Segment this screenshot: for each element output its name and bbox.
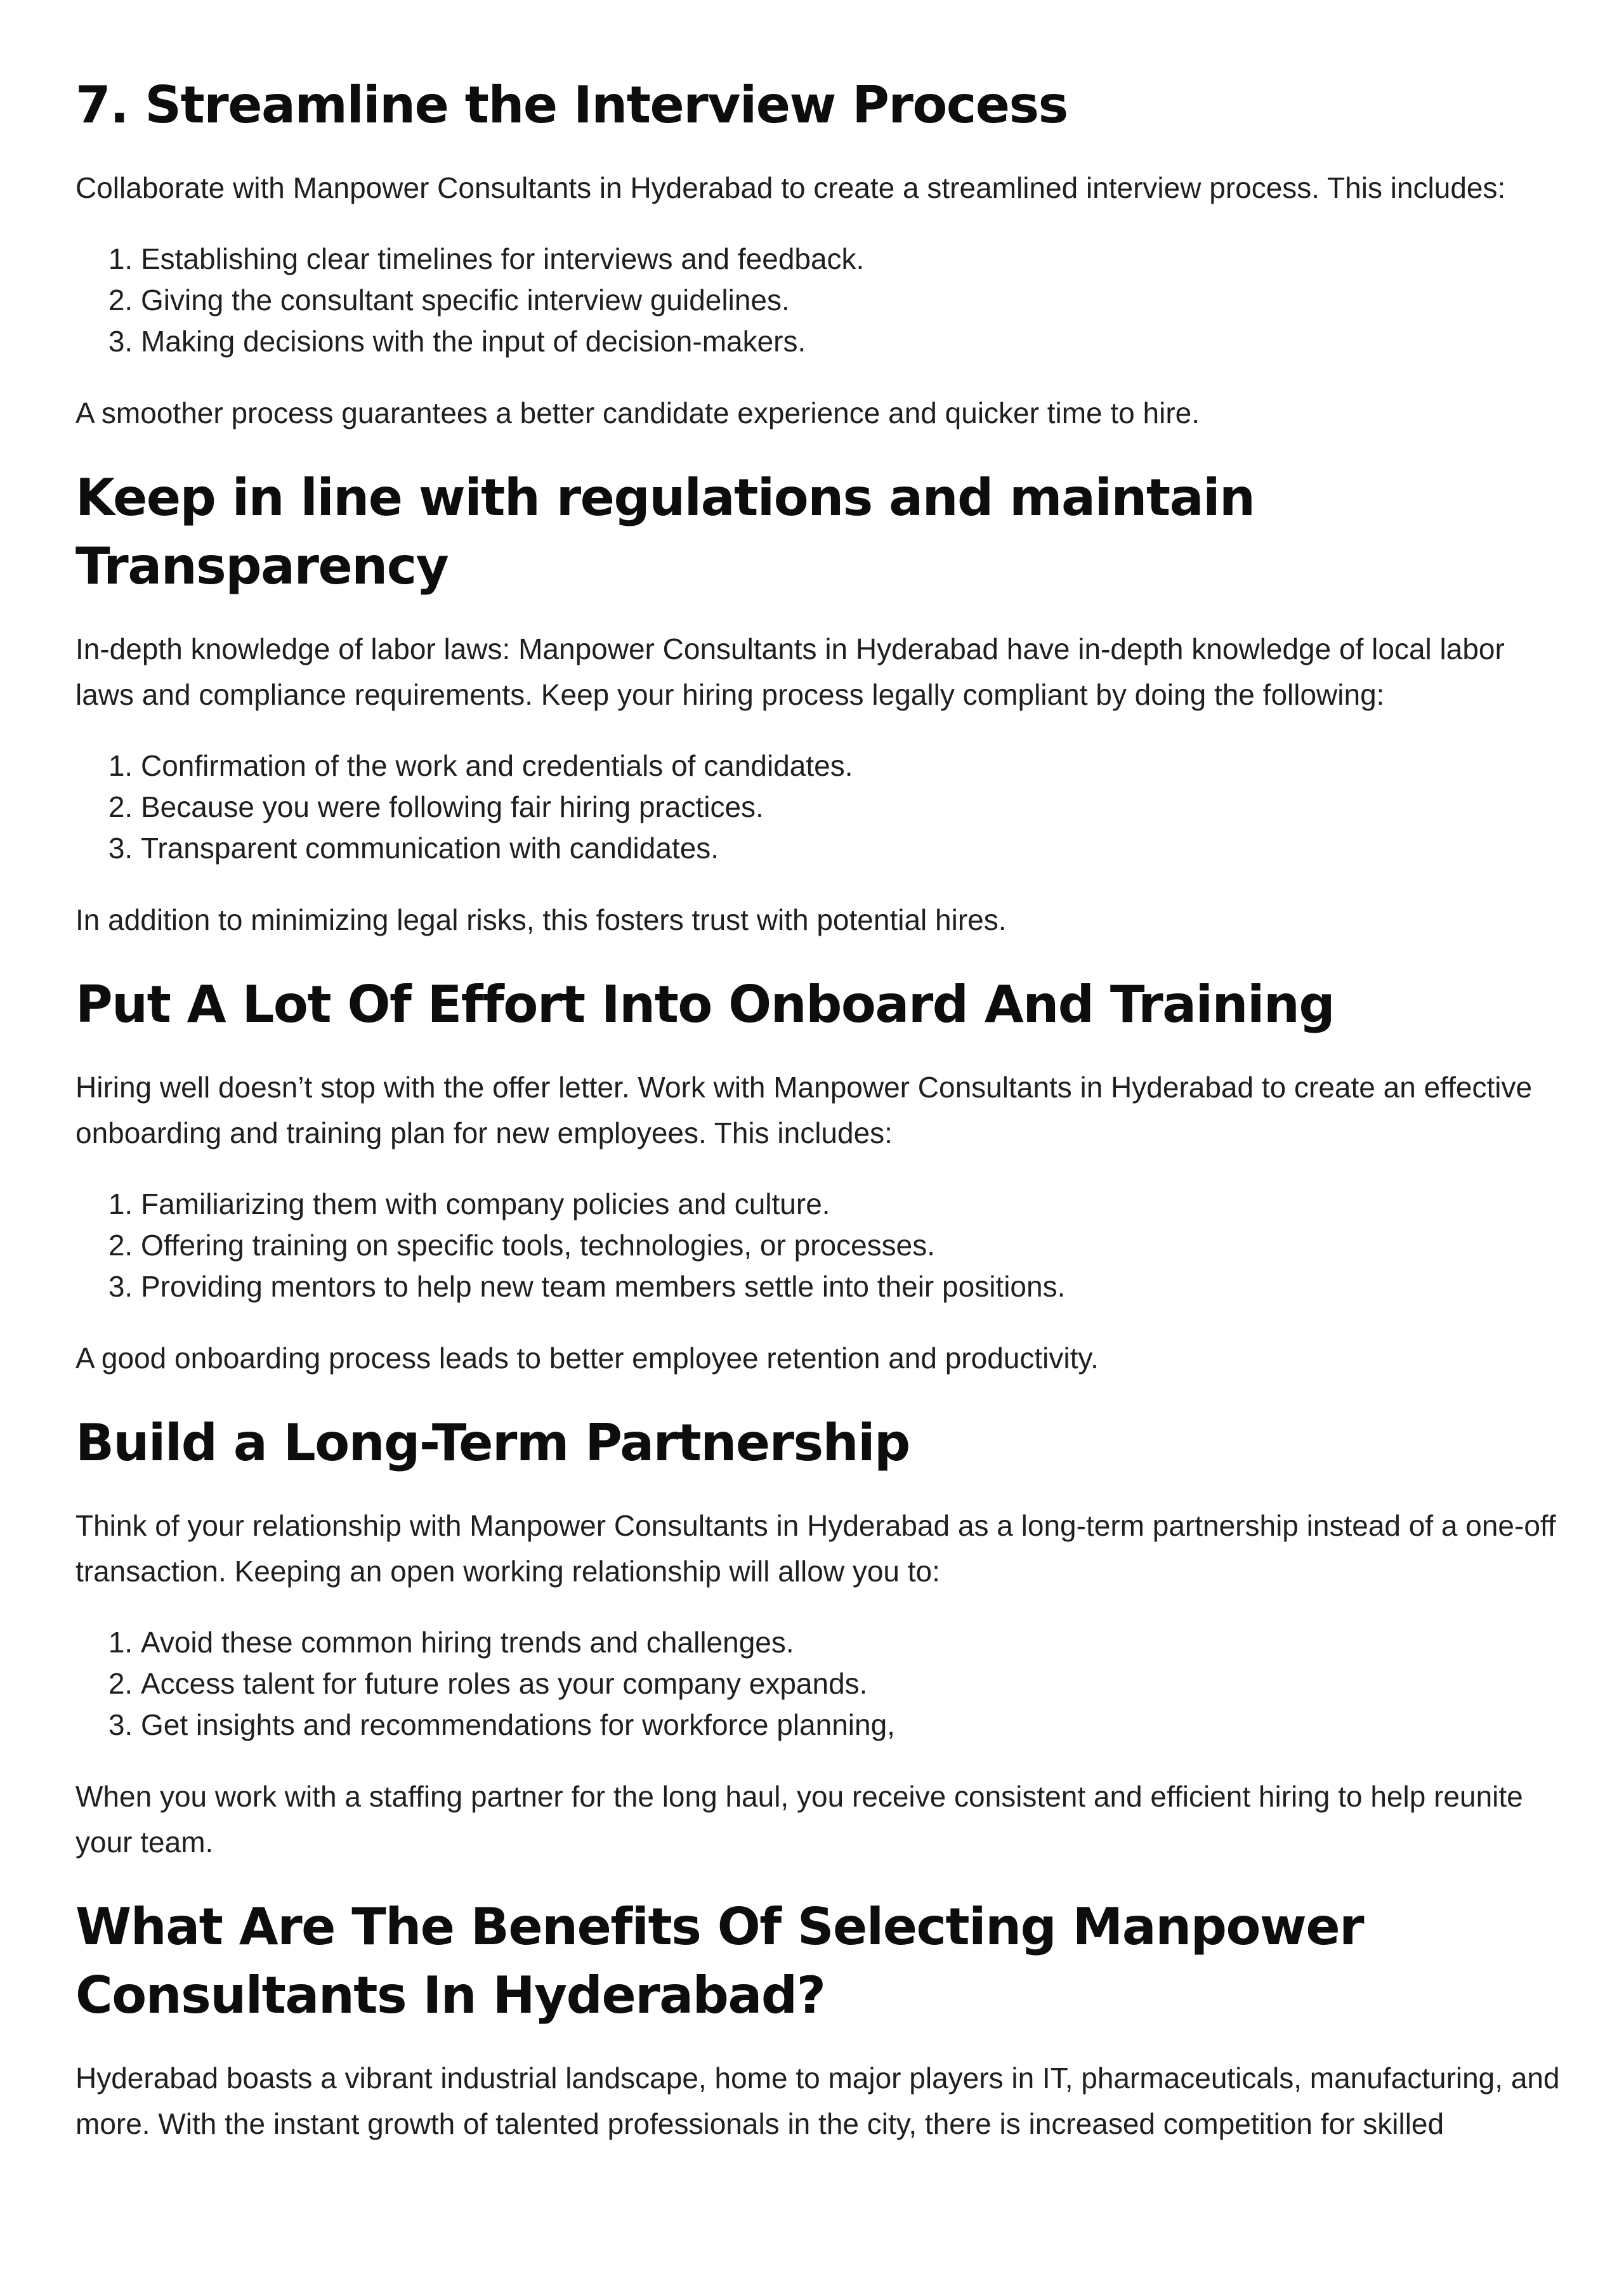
- section-streamline-interview: [75, 71, 1560, 436]
- section-onboard-training: [75, 971, 1560, 1381]
- section-intro: Think of your relationship with Manpower Consultants in Hyderabad as a long-term partnership instead of a one-off transaction. Keeping an open working relationship will allow you to:: [75, 1509, 1556, 1588]
- section-long-term-partnership: [75, 1409, 1560, 1865]
- section-heading: 7. Streamline the Interview Process: [75, 75, 1068, 134]
- document-page: [75, 71, 1560, 2174]
- section-outro: A good onboarding process leads to better employee retention and productivity.: [75, 1342, 1099, 1375]
- section-intro: Collaborate with Manpower Consultants in Hyderabad to create a streamlined interview process. This includes:: [75, 171, 1506, 204]
- list-item: 3. Transparent communication with candidates.: [141, 828, 1560, 869]
- section-outro: When you work with a staffing partner for the long haul, you receive consistent and efficient hiring to help reunite your team.: [75, 1780, 1523, 1859]
- section-intro: In-depth knowledge of labor laws: Manpower Consultants in Hyderabad have in-depth knowledge of local labor laws and compliance requirements. Keep your hiring process legally compliant by doing the following:: [75, 632, 1505, 711]
- list-item: 3. Making decisions with the input of decision-makers.: [141, 321, 1560, 362]
- section-heading: Keep in line with regulations and maintain Transparency: [75, 468, 1255, 596]
- section-intro: Hyderabad boasts a vibrant industrial landscape, home to major players in IT, pharmaceuticals, manufacturing, and more. With the instant growth of talented professionals in the city, there is increased competition for skilled: [75, 2062, 1560, 2140]
- section-heading: Put A Lot Of Effort Into Onboard And Training: [75, 975, 1335, 1034]
- list-item: 1. Confirmation of the work and credentials of candidates.: [141, 745, 1560, 787]
- list-item: 2. Giving the consultant specific interview guidelines.: [141, 280, 1560, 321]
- section-intro: Hiring well doesn’t stop with the offer letter. Work with Manpower Consultants in Hyderabad to create an effective onboarding and training plan for new employees. This includes:: [75, 1071, 1533, 1149]
- list-item: 1. Avoid these common hiring trends and challenges.: [141, 1622, 1560, 1663]
- numbered-list: [75, 1622, 1560, 1746]
- section-regulations-transparency: [75, 464, 1560, 943]
- list-item: 1. Familiarizing them with company policies and culture.: [141, 1184, 1560, 1225]
- list-item: 3. Providing mentors to help new team members settle into their positions.: [141, 1266, 1560, 1307]
- section-outro: A smoother process guarantees a better candidate experience and quicker time to hire.: [75, 396, 1200, 429]
- numbered-list: [75, 745, 1560, 869]
- list-item: 2. Access talent for future roles as your company expands.: [141, 1663, 1560, 1704]
- section-heading: Build a Long-Term Partnership: [75, 1413, 910, 1472]
- section-outro: In addition to minimizing legal risks, this fosters trust with potential hires.: [75, 903, 1007, 936]
- numbered-list: [75, 239, 1560, 362]
- list-item: 3. Get insights and recommendations for workforce planning,: [141, 1704, 1560, 1746]
- list-item: 2. Offering training on specific tools, technologies, or processes.: [141, 1225, 1560, 1266]
- list-item: 1. Establishing clear timelines for interviews and feedback.: [141, 239, 1560, 280]
- section-heading: What Are The Benefits Of Selecting Manpower Consultants In Hyderabad?: [75, 1897, 1364, 2025]
- section-benefits: [75, 1893, 1560, 2147]
- list-item: 2. Because you were following fair hiring practices.: [141, 787, 1560, 828]
- numbered-list: [75, 1184, 1560, 1307]
